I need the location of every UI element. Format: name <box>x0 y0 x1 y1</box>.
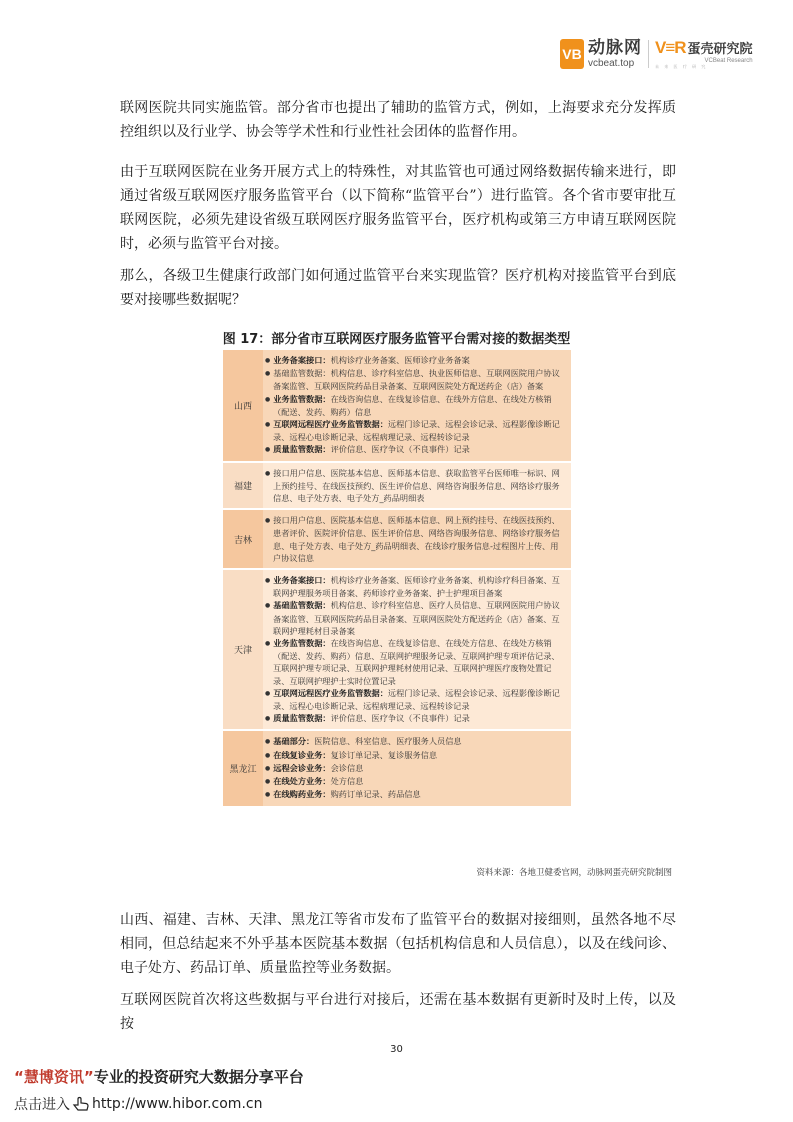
item-text: 复诊订单记录、复诊服务信息 <box>330 749 438 760</box>
logo-divider <box>648 40 649 68</box>
list-item <box>265 637 565 687</box>
header-logo <box>560 34 753 74</box>
item-text: 机构诊疗业务备案、医师诊疗业务备案 <box>330 355 470 365</box>
vbr-mark: V≡R <box>655 38 686 57</box>
list-item <box>265 354 565 367</box>
data-items-cell <box>263 463 571 509</box>
table-row <box>223 510 571 570</box>
item-label: 远程会诊业务： <box>273 762 331 773</box>
list-item <box>265 514 565 564</box>
figure-source: 资料来源：各地卫健委官网，动脉网蛋壳研究院制图 <box>476 868 672 878</box>
item-text: 远程门诊记录、远程会诊记录、远程影像诊断记录、远程心电诊断记录、远程病理记录、远程转诊记录 <box>273 687 560 712</box>
footer-slogan <box>14 1066 304 1087</box>
item-text: 接口用户信息、医院基本信息、医师基本信息、网上预约挂号、在线医技预约、患者评价、医院评价信息、医生评价信息、网络咨询服务信息、网络诊疗服务信息、电子处方表、电子处方_药品明细表、在线诊疗服务信息-过程图片上传、用户协议信息 <box>273 515 560 563</box>
footer-tagline: 专业的投资研究大数据分享平台 <box>93 1068 304 1086</box>
table-row <box>223 731 571 807</box>
paragraph-3: 那么，各级卫生健康行政部门如何通过监管平台来实现监管？医疗机构对接监管平台到底要对接哪些数据呢？ <box>120 268 676 308</box>
item-text: 接口用户信息、医院基本信息、医师基本信息、获取监管平台医师唯一标识、网上预约挂号、在线医技预约、医生评价信息、网络咨询服务信息、网络诊疗服务信息、电子处方表、电子处方_药品明细表 <box>273 467 560 504</box>
vbr-en: VCBeat Research <box>704 58 753 64</box>
item-text: 基础监管数据：机构信息、诊疗科室信息、执业医师信息、互联网医院用户协议备案监管、互联网医院药品目录备案、互联网医院处方配送药企（店）备案 <box>273 368 560 392</box>
item-text: 远程门诊记录、远程会诊记录、远程影像诊断记录、远程心电诊断记录、远程病理记录、远程转诊记录 <box>273 419 560 443</box>
figure-title: 图 17：部分省市互联网医疗服务监管平台需对接的数据类型 <box>222 332 571 347</box>
item-label: 互联网远程医疗业务监管数据： <box>273 419 388 430</box>
item-text: 评价信息、医疗争议（不良事件）记录 <box>330 713 470 724</box>
list-item <box>265 788 565 801</box>
data-items-cell <box>263 731 571 805</box>
item-text: 购药订单记录、药品信息 <box>330 789 421 800</box>
province-cell: 黑龙江 <box>223 731 263 805</box>
list-item <box>265 735 565 748</box>
hand-pointer-icon <box>72 1096 90 1112</box>
page-number: 30 <box>390 1044 403 1055</box>
table-row <box>223 570 571 731</box>
vbr-small: 未 来 医 疗 研 究 <box>655 64 708 69</box>
list-item <box>265 443 565 456</box>
vbr-logo <box>655 39 753 69</box>
footer-url[interactable]: http://www.hibor.com.cn <box>92 1096 263 1112</box>
data-items-cell <box>263 510 571 568</box>
list-item <box>265 775 565 788</box>
list-item <box>265 418 565 443</box>
item-label: 在线购药业务： <box>273 789 331 800</box>
item-text: 机构信息、诊疗科室信息、医疗人员信息、互联网医院用户协议备案监管、互联网医院药品目录备案、互联网医院处方配送药企（店）备案、互联网护理耗材目录备案 <box>273 600 560 636</box>
item-label: 在线处方业务： <box>273 776 331 787</box>
item-label: 质量监管数据： <box>273 444 331 455</box>
data-items-cell <box>263 570 571 729</box>
item-text: 机构诊疗业务备案、医师诊疗业务备案、机构诊疗科目备案、互联网护理服务项目备案、药师诊疗业务备案、护士护理项目备案 <box>273 575 560 599</box>
list-item <box>265 367 565 392</box>
item-label: 业务备案接口： <box>273 575 331 586</box>
paragraph-4: 山西、福建、吉林、天津、黑龙江等省市发布了监管平台的数据对接细则，虽然各地不尽相同，但总结起来不外乎基本医院基本数据（包括机构信息和人员信息），以及在线问诊、电子处方、药品订单、质量监控等业务数据。 <box>120 912 676 976</box>
logo-cn: 动脉网 <box>588 37 642 58</box>
paragraph-1: 联网医院共同实施监管。部分省市也提出了辅助的监管方式，例如，上海要求充分发挥质控组织以及行业学、协会等学术性和行业性社会团体的监督作用。 <box>120 100 676 140</box>
vbr-cn: 蛋壳研究院 <box>687 42 753 57</box>
item-text: 医院信息、科室信息、医疗服务人员信息 <box>314 736 462 747</box>
data-items-cell <box>263 350 571 461</box>
item-text: 评价信息、医疗争议（不良事件）记录 <box>330 444 470 455</box>
paragraph-2: 由于互联网医院在业务开展方式上的特殊性，对其监管也可通过网络数据传输来进行，即通过省级互联网医疗服务监管平台（以下简称“监管平台”）进行监管。各个省市要审批互联网医院，必须先建设省级互联网医疗服务监管平台，医疗机构或第三方申请互联网医院时，必须与监管平台对接。 <box>120 164 676 252</box>
item-label: 互联网远程医疗业务监管数据： <box>273 687 388 698</box>
table-row <box>223 463 571 511</box>
paragraph-5: 互联网医院首次将这些数据与平台进行对接后，还需在基本数据有更新时及时上传，以及按 <box>120 992 676 1032</box>
list-item <box>265 712 565 725</box>
list-item <box>265 393 565 418</box>
footer-enter: 点击进入 <box>14 1097 70 1113</box>
logo-url: vcbeat.top <box>588 57 635 69</box>
vb-logo-mark: VB <box>560 39 584 69</box>
list-item <box>265 762 565 775</box>
item-label: 业务监管数据： <box>273 638 331 649</box>
list-item <box>265 599 565 637</box>
footer-brand: “慧博资讯” <box>14 1068 94 1086</box>
list-item <box>265 574 565 599</box>
item-text: 在线咨询信息、在线复诊信息、在线处方信息、在线处方核销（配送、发药、购药）信息、互联网护理服务记录、互联网护理专项评估记录、互联网护理专项记录、互联网护理耗材使用记录、互联网护理医疗废物处置记录、互联网护理护士实时位置记录 <box>273 638 560 686</box>
data-type-table <box>223 350 571 808</box>
province-cell: 吉林 <box>223 510 263 568</box>
item-text: 处方信息 <box>330 776 364 787</box>
item-label: 质量监管数据： <box>273 713 331 724</box>
province-cell: 山西 <box>223 350 263 461</box>
item-text: 会诊信息 <box>330 762 364 773</box>
province-cell: 福建 <box>223 463 263 509</box>
footer-link[interactable] <box>14 1094 262 1114</box>
list-item <box>265 687 565 712</box>
table-row <box>223 350 571 463</box>
item-text: 在线咨询信息、在线复诊信息、在线外方信息、在线处方核销（配送、发药、购药）信息 <box>273 393 552 417</box>
item-label: 基础部分： <box>273 736 315 747</box>
list-item <box>265 467 565 505</box>
vcbeat-logo-text <box>588 37 642 69</box>
item-label: 业务监管数据： <box>273 393 331 404</box>
province-cell: 天津 <box>223 570 263 729</box>
item-label: 基础监管数据： <box>273 600 331 611</box>
item-label: 在线复诊业务： <box>273 749 331 760</box>
item-label: 业务备案接口： <box>273 355 331 365</box>
list-item <box>265 749 565 762</box>
